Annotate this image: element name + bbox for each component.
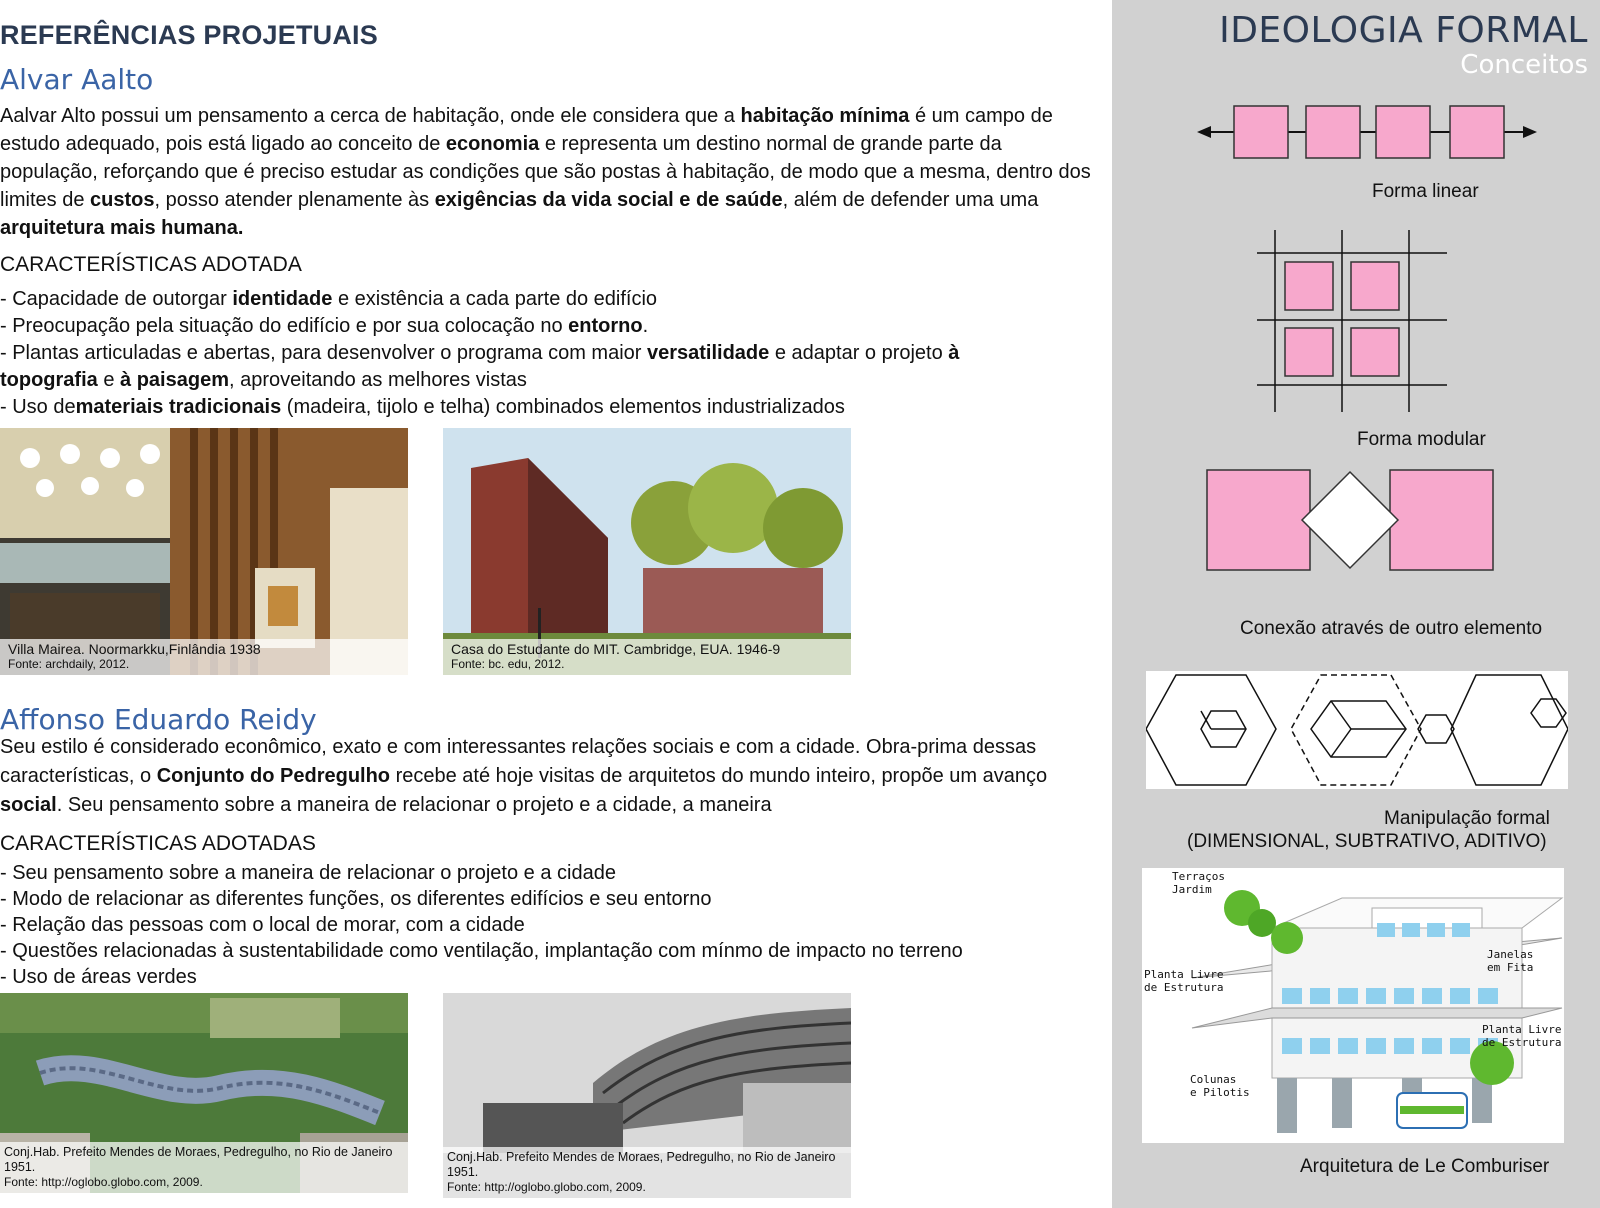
- list-item: - Seu pensamento sobre a maneira de relacionar o projeto e a cidade: [0, 862, 616, 884]
- pedregulho-aerial-caption: Conj.Hab. Prefeito Mendes de Moraes, Pedregulho, no Rio de Janeiro 1951. Fonte: http://oglobo.globo.com, 2009.: [0, 1142, 408, 1193]
- modular-form-diagram: [1257, 230, 1447, 415]
- panel-title: IDEOLOGIA FORMAL: [1219, 10, 1588, 51]
- colunas-label: Colunas e Pilotis: [1190, 1073, 1250, 1099]
- reidy-characteristics-list: [0, 860, 1100, 990]
- list-item: - Questões relacionadas à sustentabilidade como ventilação, implantação com mínmo de impacto no terreno: [0, 940, 963, 962]
- aalto-heading: Alvar Aalto: [0, 63, 154, 96]
- connection-diagram: [1205, 468, 1495, 573]
- villa-mairea-caption: Villa Mairea. Noormarkku,Finlândia 1938 Fonte: archdaily, 2012.: [0, 639, 408, 675]
- janelas-label: Janelas em Fita: [1487, 948, 1534, 974]
- list-item: - Relação das pessoas com o local de morar, com a cidade: [0, 914, 525, 936]
- formal-manipulation-label: Manipulação formal: [1384, 808, 1550, 829]
- connection-label: Conexão através de outro elemento: [1240, 618, 1543, 639]
- list-item: - Preocupação pela situação do edifício e por sua colocação no entorno.: [0, 315, 649, 337]
- pedregulho-bw-photo: [443, 993, 851, 1198]
- aalto-characteristics-list: [0, 286, 1090, 421]
- pedregulho-bw-caption: Conj.Hab. Prefeito Mendes de Moraes, Pedregulho, no Rio de Janeiro 1951. Fonte: http://oglobo.globo.com, 2009.: [443, 1147, 851, 1198]
- planta-livre-right-label: Planta Livre de Estrutura: [1482, 1023, 1562, 1049]
- formal-manipulation-sublabel: (DIMENSIONAL, SUBTRATIVO, ADITIVO): [1187, 831, 1547, 852]
- list-item: - Modo de relacionar as diferentes funções, os diferentes edifícios e seu entorno: [0, 888, 712, 910]
- mit-dormitory-photo: [443, 428, 851, 675]
- ideologia-panel: [1112, 0, 1600, 1208]
- aalto-subtitle: CARACTERÍSTICAS ADOTADA: [0, 253, 302, 276]
- villa-mairea-photo: [0, 428, 408, 675]
- aalto-paragraph: Aalvar Alto possui um pensamento a cerca de habitação, onde ele considera que a habitação mínima é um campo de estudo adequado, pois está ligado ao conceito de economia e representa um destino normal de grande parte da população, reforçando que é preciso estudar as condições que são postas à habitação, de modo que a mesma, dentro dos limites de custos, posso atender plenamente às exigências da vida social e de saúde, além de defender uma uma arquitetura mais humana.: [0, 105, 1091, 239]
- planta-livre-label: Planta Livre de Estrutura: [1144, 968, 1224, 994]
- formal-manipulation-diagram: [1146, 671, 1568, 789]
- list-item: - Capacidade de outorgar identidade e existência a cada parte do edifício: [0, 288, 658, 310]
- le-corbusier-diagram: [1142, 868, 1564, 1143]
- linear-form-label: Forma linear: [1372, 181, 1479, 202]
- panel-subtitle: Conceitos: [1460, 50, 1588, 80]
- le-corbusier-label: Arquitetura de Le Comburiser: [1300, 1156, 1550, 1177]
- modular-form-label: Forma modular: [1357, 429, 1486, 450]
- list-item: - Uso demateriais tradicionais (madeira, tijolo e telha) combinados elementos industrializados: [0, 396, 845, 418]
- terracos-label: Terraços Jardim: [1172, 870, 1225, 896]
- pedregulho-aerial-photo: [0, 993, 408, 1193]
- mit-caption: Casa do Estudante do MIT. Cambridge, EUA. 1946-9 Fonte: bc. edu, 2012.: [443, 639, 851, 675]
- page-title: REFERÊNCIAS PROJETUAIS: [0, 20, 378, 50]
- list-item: - Plantas articuladas e abertas, para desenvolver o programa com maior versatilidade e adaptar o projeto à topografia e à paisagem, aproveitando as melhores vistas: [0, 342, 960, 391]
- list-item: - Uso de áreas verdes: [0, 966, 197, 988]
- reidy-paragraph: Seu estilo é considerado econômico, exato e com interessantes relações sociais e com a cidade. Obra-prima dessas características, o Conjunto do Pedregulho recebe até hoje visitas de arquitetos do mundo inteiro, propõe um avanço social. Seu pensamento sobre a maneira de relacionar o projeto e a cidade, a maneira: [0, 736, 1048, 816]
- reidy-heading: Affonso Eduardo Reidy: [0, 703, 317, 736]
- linear-form-diagram: [1197, 100, 1537, 160]
- reidy-subtitle: CARACTERÍSTICAS ADOTADAS: [0, 832, 316, 855]
